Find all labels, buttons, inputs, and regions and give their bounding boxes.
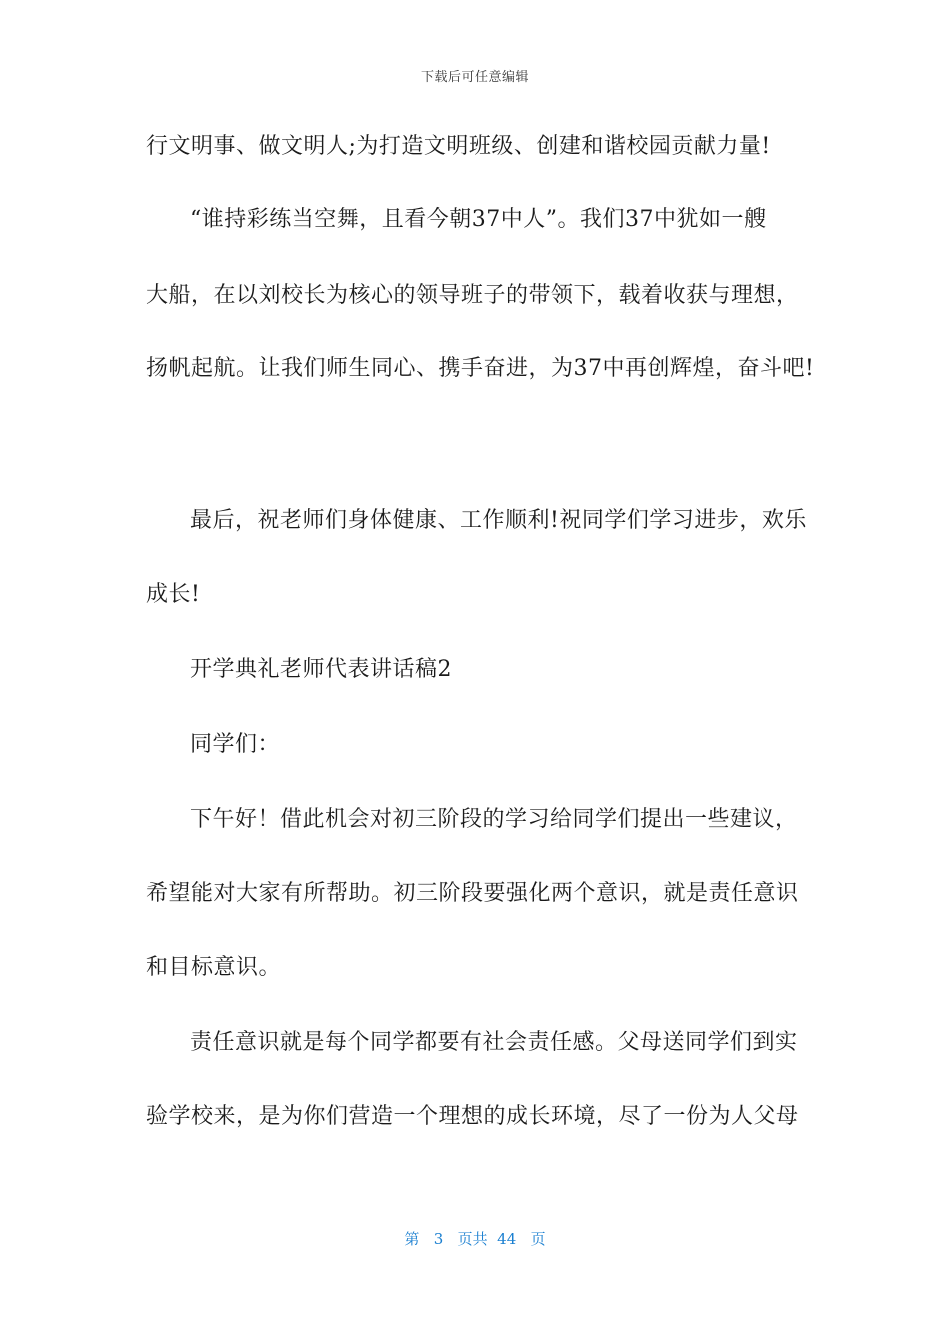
text-line: 验学校来，是为你们营造一个理想的成长环境，尽了一份为人父母 (146, 1104, 799, 1129)
text-line: 最后，祝老师们身体健康、工作顺利!祝同学们学习进步，欢乐 (190, 508, 807, 533)
text-line: 大船，在以刘校长为核心的领导班子的带领下，载着收获与理想， (146, 283, 799, 308)
text-line: 和目标意识。 (146, 955, 282, 980)
page-middle: 页共 (457, 1230, 488, 1248)
text-line: 希望能对大家有所帮助。初三阶段要强化两个意识，就是责任意识 (146, 881, 799, 906)
page-header: 下载后可任意编辑 (420, 70, 529, 85)
page-number: 3 (433, 1230, 444, 1248)
text-line: 责任意识就是每个同学都要有社会责任感。父母送同学们到实 (190, 1030, 798, 1055)
page-footer (0, 1228, 950, 1249)
total-pages: 44 (497, 1230, 517, 1248)
text-line: 行文明事、做文明人;为打造文明班级、创建和谐校园贡献力量! (146, 134, 771, 159)
salutation: 同学们： (190, 732, 281, 757)
text-line: 扬帆起航。让我们师生同心、携手奋进，为37中再创辉煌，奋斗吧! (146, 356, 815, 381)
page-prefix: 第 (404, 1230, 420, 1248)
text-line: “谁持彩练当空舞，且看今朝37中人”。我们37中犹如一艘 (190, 207, 767, 232)
section-title: 开学典礼老师代表讲话稿2 (190, 657, 452, 682)
text-line: 下午好！借此机会对初三阶段的学习给同学们提出一些建议， (190, 807, 798, 832)
text-line: 成长! (146, 582, 201, 607)
page-suffix: 页 (530, 1230, 546, 1248)
